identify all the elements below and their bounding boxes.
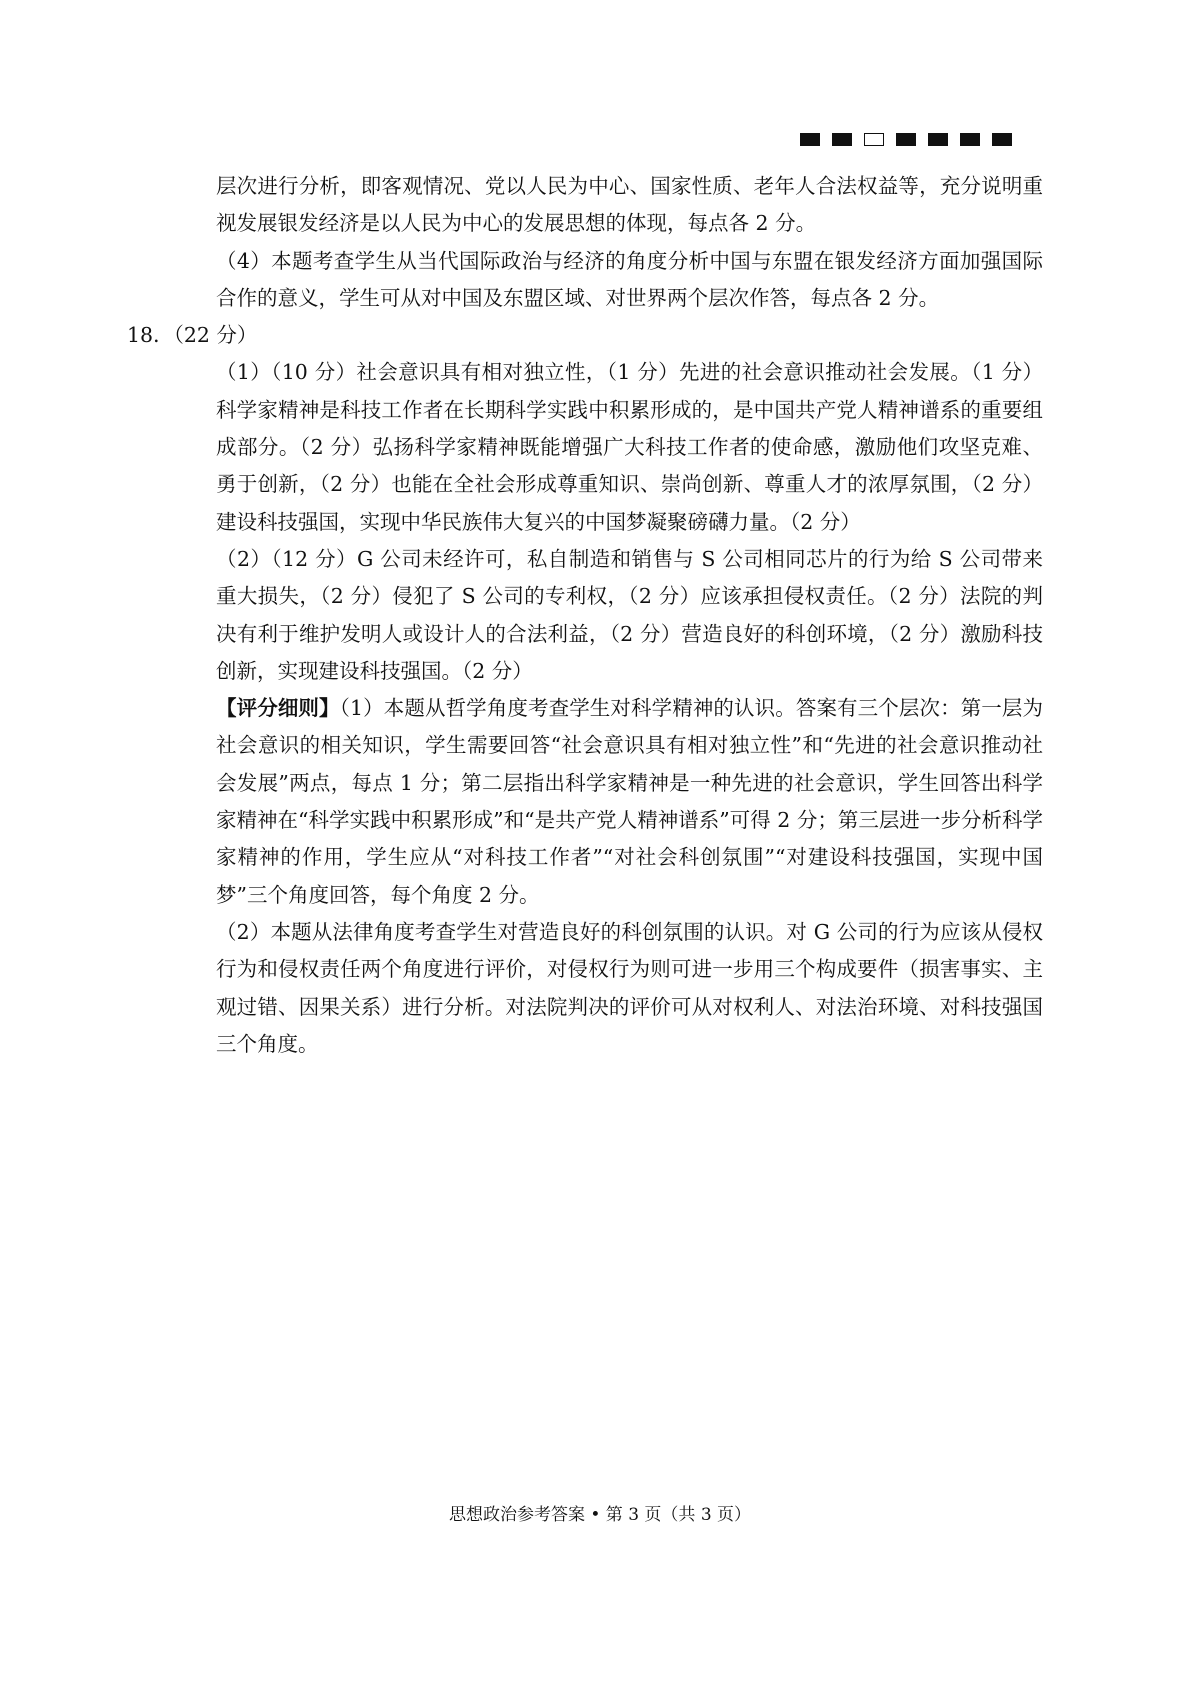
page-footer: 思想政治参考答案 • 第 3 页（共 3 页） [448, 1505, 752, 1525]
rubric-part-1 [127, 690, 1043, 914]
paragraph-q18-1: （1）（10 分）社会意识具有相对独立性，（1 分）先进的社会意识推动社会发展。（1 分）科学家精神是科技工作者在长期科学实践中积累形成的，是中国共产党人精神谱系的重要组成部分。（2 分）弘扬科学家精神既能增强广大科技工作者的使命感，激励他们攻坚克难、勇于创新，（2 分）也能在全社会形成尊重知识、崇尚创新、尊重人才的浓厚氛围，（2 分）建设科技强国，实现中华民族伟大复兴的中国梦凝聚磅礴力量。（2 分） [216, 360, 1043, 534]
marker-square-filled [896, 133, 916, 146]
answer-content [127, 168, 1043, 1063]
marker-square-filled [992, 133, 1012, 146]
paragraph-q17-3-tail: 层次进行分析，即客观情况、党以人民为中心、国家性质、老年人合法权益等，充分说明重视发展银发经济是以人民为中心的发展思想的体现，每点各 2 分。 [216, 174, 1043, 236]
marker-square-hollow [864, 133, 884, 146]
question-18-heading: 18．（22 分） [127, 323, 258, 348]
paragraph-q17-4: （4）本题考查学生从当代国际政治与经济的角度分析中国与东盟在银发经济方面加强国际合作的意义，学生可从对中国及东盟区域、对世界两个层次作答，每点各 2 分。 [216, 248, 1043, 310]
page-marker-squares [800, 133, 1012, 146]
rubric-part-2: （2）本题从法律角度考查学生对营造良好的科创氛围的认识。对 G 公司的行为应该从侵权行为和侵权责任两个角度进行评价，对侵权行为则可进一步用三个构成要件（损害事实、主观过错、因果关系）进行分析。对法院判决的评价可从对权利人、对法治环境、对科技强国三个角度。 [216, 919, 1043, 1056]
marker-square-filled [832, 133, 852, 146]
marker-square-filled [960, 133, 980, 146]
rubric-part-1-text: （1）本题从哲学角度考查学生对科学精神的认识。答案有三个层次：第一层为社会意识的相关知识，学生需要回答“社会意识具有相对独立性”和“先进的社会意识推动社会发展”两点，每点 1 分；第二层指出科学家精神是一种先进的社会意识，学生回答出科学家精神在“科学实践中积累形成”和“是共产党人精神谱系”可得 2 分；第三层进一步分析科学家精神的作用，学生应从“对科技工作者”“对社会科创氛围”“对建设科技强国，实现中国梦”三个角度回答，每个角度 2 分。 [216, 696, 1044, 907]
marker-square-filled [928, 133, 948, 146]
paragraph-q18-2: （2）（12 分）G 公司未经许可，私自制造和销售与 S 公司相同芯片的行为给 S 公司带来重大损失，（2 分）侵犯了 S 公司的专利权，（2 分）应该承担侵权责任。（2 分）法院的判决有利于维护发明人或设计人的合法利益，（2 分）营造良好的科创环境，（2 分）激励科技创新，实现建设科技强国。（2 分） [216, 546, 1043, 683]
marker-square-filled [800, 133, 820, 146]
rubric-label: 【评分细则】 [216, 696, 340, 721]
